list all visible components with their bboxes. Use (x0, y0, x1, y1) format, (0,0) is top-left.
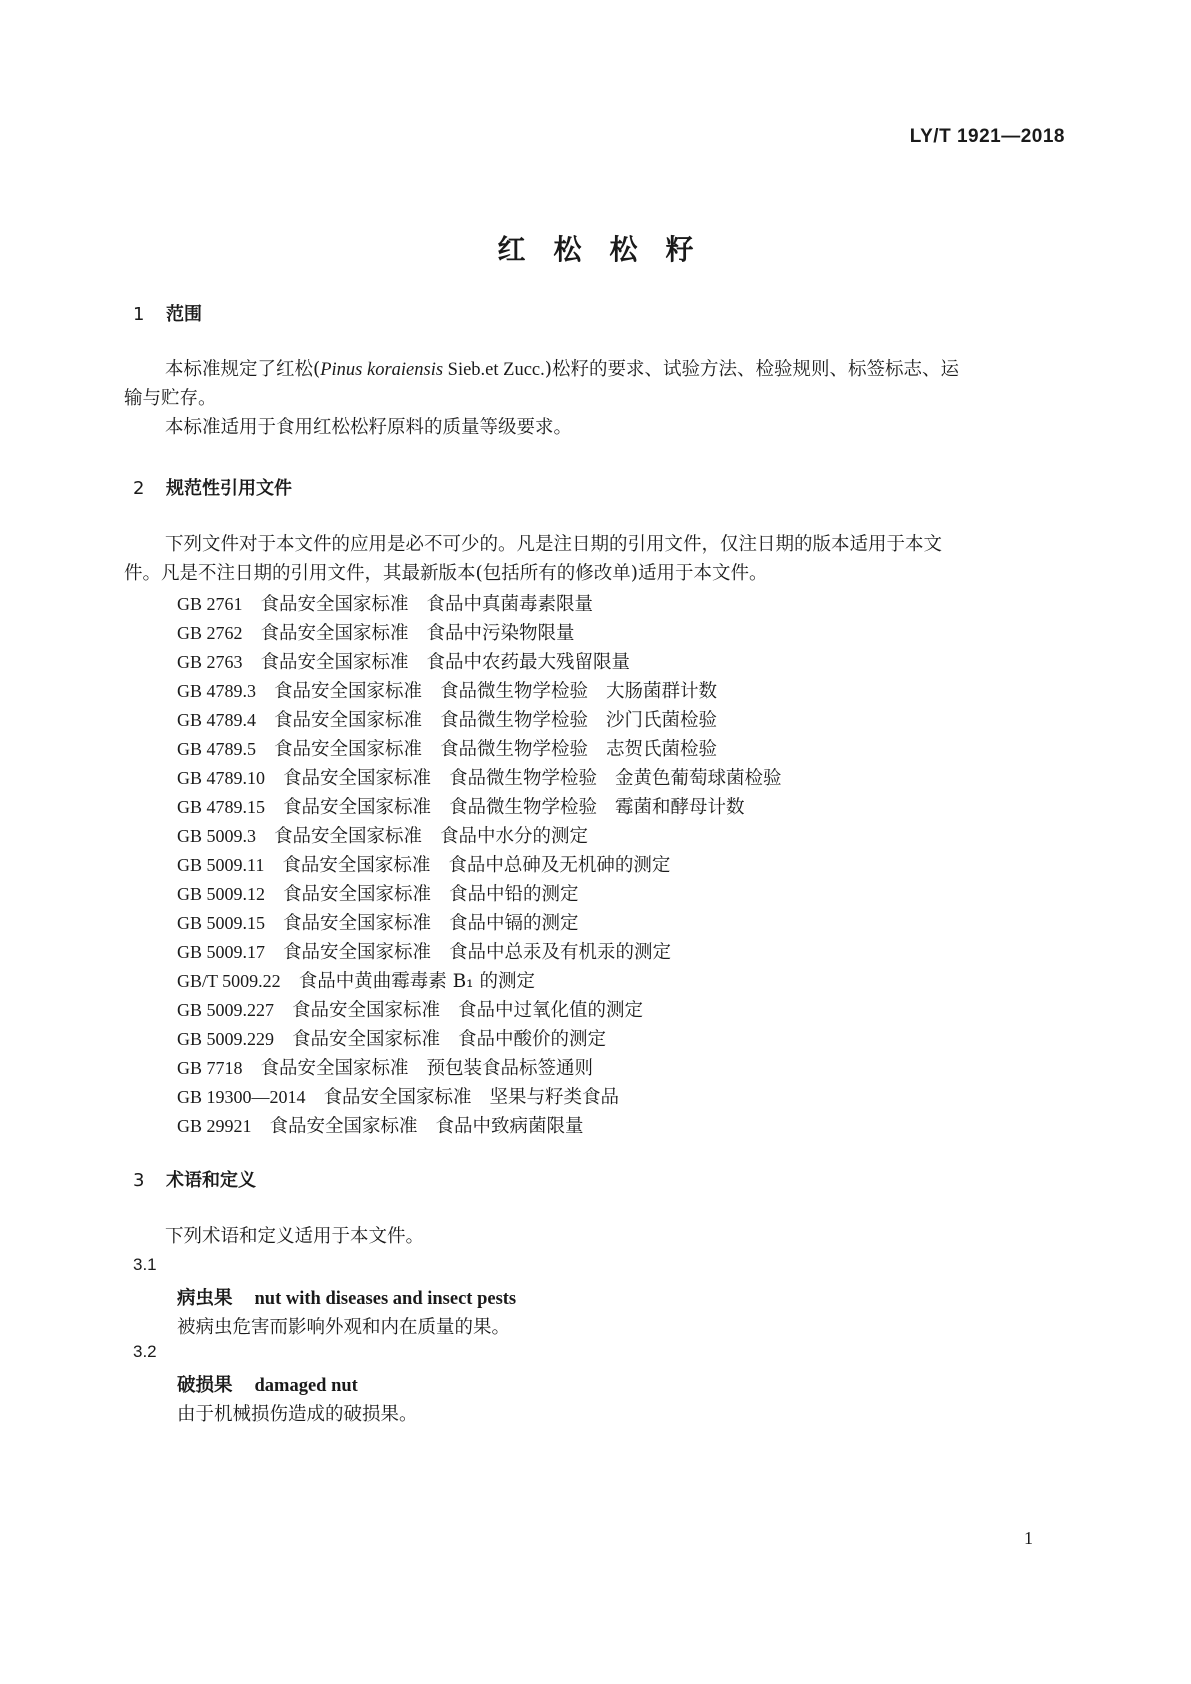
reference-item (177, 648, 630, 674)
reference-title-part: 食品中酸价的测定 (458, 1029, 607, 1050)
section-3-heading (133, 1166, 256, 1192)
section-3-intro: 下列术语和定义适用于本文件。 (165, 1226, 425, 1247)
reference-code: GB 5009.3 (177, 826, 257, 846)
reference-code: GB 4789.15 (177, 797, 266, 817)
section-1-heading (133, 300, 202, 326)
reference-item (177, 1054, 593, 1080)
reference-item (177, 590, 593, 616)
section-number: 2 (133, 478, 145, 499)
section-1-para-1-line-1 (165, 354, 959, 386)
reference-title-part: 霉菌和酵母计数 (615, 797, 745, 818)
term-en: nut with diseases and insect pests (254, 1289, 517, 1309)
section-2-heading (133, 474, 292, 500)
reference-title-part: 沙门氏菌检验 (606, 710, 718, 731)
reference-code: GB 4789.4 (177, 710, 257, 730)
term-number: 3.1 (133, 1255, 157, 1274)
reference-title-part: 食品中致病菌限量 (435, 1116, 584, 1137)
section-number: 3 (133, 1170, 145, 1191)
reference-code: GB 4789.10 (177, 768, 266, 788)
reference-item (177, 996, 643, 1022)
reference-title-part: 食品安全国家标准 (269, 1116, 418, 1137)
reference-code: GB/T 5009.22 (177, 971, 281, 991)
reference-item (177, 967, 535, 993)
term-definition: 被病虫危害而影响外观和内在质量的果。 (177, 1317, 511, 1338)
term-en: damaged nut (254, 1376, 358, 1396)
reference-title-part: 食品安全国家标准 (283, 884, 432, 905)
reference-title-part: 食品安全国家标准 (283, 942, 432, 963)
reference-title-part: 食品安全国家标准 (292, 1029, 441, 1050)
term-zh: 破损果 (177, 1375, 233, 1396)
reference-title-part: 食品安全国家标准 (260, 1058, 409, 1079)
reference-title-part: 食品微生物学检验 (440, 710, 589, 731)
reference-code: GB 29921 (177, 1116, 252, 1136)
term-definition: 由于机械损伤造成的破损果。 (177, 1404, 418, 1425)
reference-item (177, 619, 575, 645)
reference-code: GB 2762 (177, 623, 243, 643)
reference-title-part: 食品安全国家标准 (274, 681, 423, 702)
reference-title-part: 食品安全国家标准 (282, 855, 431, 876)
reference-code: GB 4789.5 (177, 739, 257, 759)
section-2-intro-line-2: 件。凡是不注日期的引用文件，其最新版本(包括所有的修改单)适用于本文件。 (124, 563, 768, 584)
text-run: )松籽的要求、试验方法、检验规则、标签标志、运 (544, 359, 959, 380)
reference-title-part: 食品安全国家标准 (260, 594, 409, 615)
reference-title-part: 食品中水分的测定 (440, 826, 589, 847)
reference-item (177, 706, 717, 732)
reference-title-part: 食品中农药最大残留限量 (426, 652, 631, 673)
reference-title-part: 志贺氏菌检验 (606, 739, 718, 760)
reference-item (177, 909, 579, 935)
term-heading (177, 1371, 358, 1397)
reference-code: GB 5009.11 (177, 855, 265, 875)
section-title: 范围 (166, 304, 202, 325)
reference-title-part: 大肠菌群计数 (606, 681, 718, 702)
reference-code: GB 19300—2014 (177, 1087, 306, 1107)
reference-title-part: 食品安全国家标准 (274, 710, 423, 731)
reference-title-part: 食品中真菌毒素限量 (426, 594, 594, 615)
reference-title-part: 食品微生物学检验 (440, 681, 589, 702)
reference-code: GB 5009.15 (177, 913, 266, 933)
reference-title-part: 食品安全国家标准 (274, 739, 423, 760)
reference-title-part: 食品安全国家标准 (283, 797, 432, 818)
latin-authority: Sieb.et Zucc. (443, 360, 545, 380)
reference-code: GB 5009.229 (177, 1029, 275, 1049)
reference-title-part: 食品中过氧化值的测定 (458, 1000, 644, 1021)
reference-title-part: 食品安全国家标准 (260, 623, 409, 644)
reference-title-part: 食品中总砷及无机砷的测定 (448, 855, 671, 876)
reference-title-part: 食品微生物学检验 (449, 768, 598, 789)
reference-title-part: 食品微生物学检验 (440, 739, 589, 760)
reference-title-part: 坚果与籽类食品 (489, 1087, 620, 1108)
reference-title-part: 食品中镉的测定 (449, 913, 579, 934)
reference-title-part: 食品安全国家标准 (283, 913, 432, 934)
reference-title-part: 食品安全国家标准 (274, 826, 423, 847)
reference-item (177, 1112, 584, 1138)
reference-title-part: 食品安全国家标准 (260, 652, 409, 673)
reference-item (177, 677, 717, 703)
reference-code: GB 4789.3 (177, 681, 257, 701)
section-1-para-2: 本标准适用于食用红松松籽原料的质量等级要求。 (165, 417, 573, 438)
section-title: 规范性引用文件 (166, 478, 292, 499)
reference-code: GB 7718 (177, 1058, 243, 1078)
reference-title-part: 食品中总汞及有机汞的测定 (449, 942, 672, 963)
reference-title-part: 食品安全国家标准 (283, 768, 432, 789)
reference-code: GB 2761 (177, 594, 243, 614)
section-1-para-1-line-2: 输与贮存。 (124, 388, 217, 409)
reference-item (177, 822, 588, 848)
section-2-intro-line-1: 下列文件对于本文件的应用是必不可少的。凡是注日期的引用文件，仅注日期的版本适用于本文 (165, 534, 943, 555)
text-run: 本标准规定了红松( (165, 359, 321, 380)
reference-item (177, 880, 579, 906)
reference-title-part: 食品中黄曲霉毒素 B₁ 的测定 (298, 971, 535, 992)
page-number: 1 (1024, 1528, 1033, 1548)
reference-code: GB 5009.12 (177, 884, 266, 904)
term-number: 3.2 (133, 1342, 157, 1361)
reference-item (177, 851, 670, 877)
standard-number: LY/T 1921—2018 (909, 126, 1065, 147)
reference-item (177, 938, 671, 964)
reference-title-part: 食品微生物学检验 (449, 797, 598, 818)
reference-title-part: 金黄色葡萄球菌检验 (615, 768, 782, 789)
reference-title-part: 食品中铅的测定 (449, 884, 579, 905)
reference-item (177, 793, 745, 819)
document-title: 红松松籽 (497, 233, 722, 266)
reference-title-part: 食品安全国家标准 (292, 1000, 441, 1021)
reference-title-part: 食品安全国家标准 (323, 1087, 472, 1108)
term-heading (177, 1284, 516, 1310)
reference-code: GB 5009.17 (177, 942, 266, 962)
reference-code: GB 2763 (177, 652, 243, 672)
reference-item (177, 1025, 606, 1051)
reference-title-part: 预包装食品标签通则 (426, 1058, 594, 1079)
reference-title-part: 食品中污染物限量 (426, 623, 575, 644)
term-zh: 病虫果 (177, 1288, 233, 1309)
section-title: 术语和定义 (166, 1170, 256, 1191)
reference-item (177, 1083, 619, 1109)
reference-item (177, 735, 717, 761)
reference-item (177, 764, 782, 790)
latin-species-name: Pinus koraiensis (320, 360, 444, 380)
section-number: 1 (133, 304, 145, 325)
reference-code: GB 5009.227 (177, 1000, 275, 1020)
